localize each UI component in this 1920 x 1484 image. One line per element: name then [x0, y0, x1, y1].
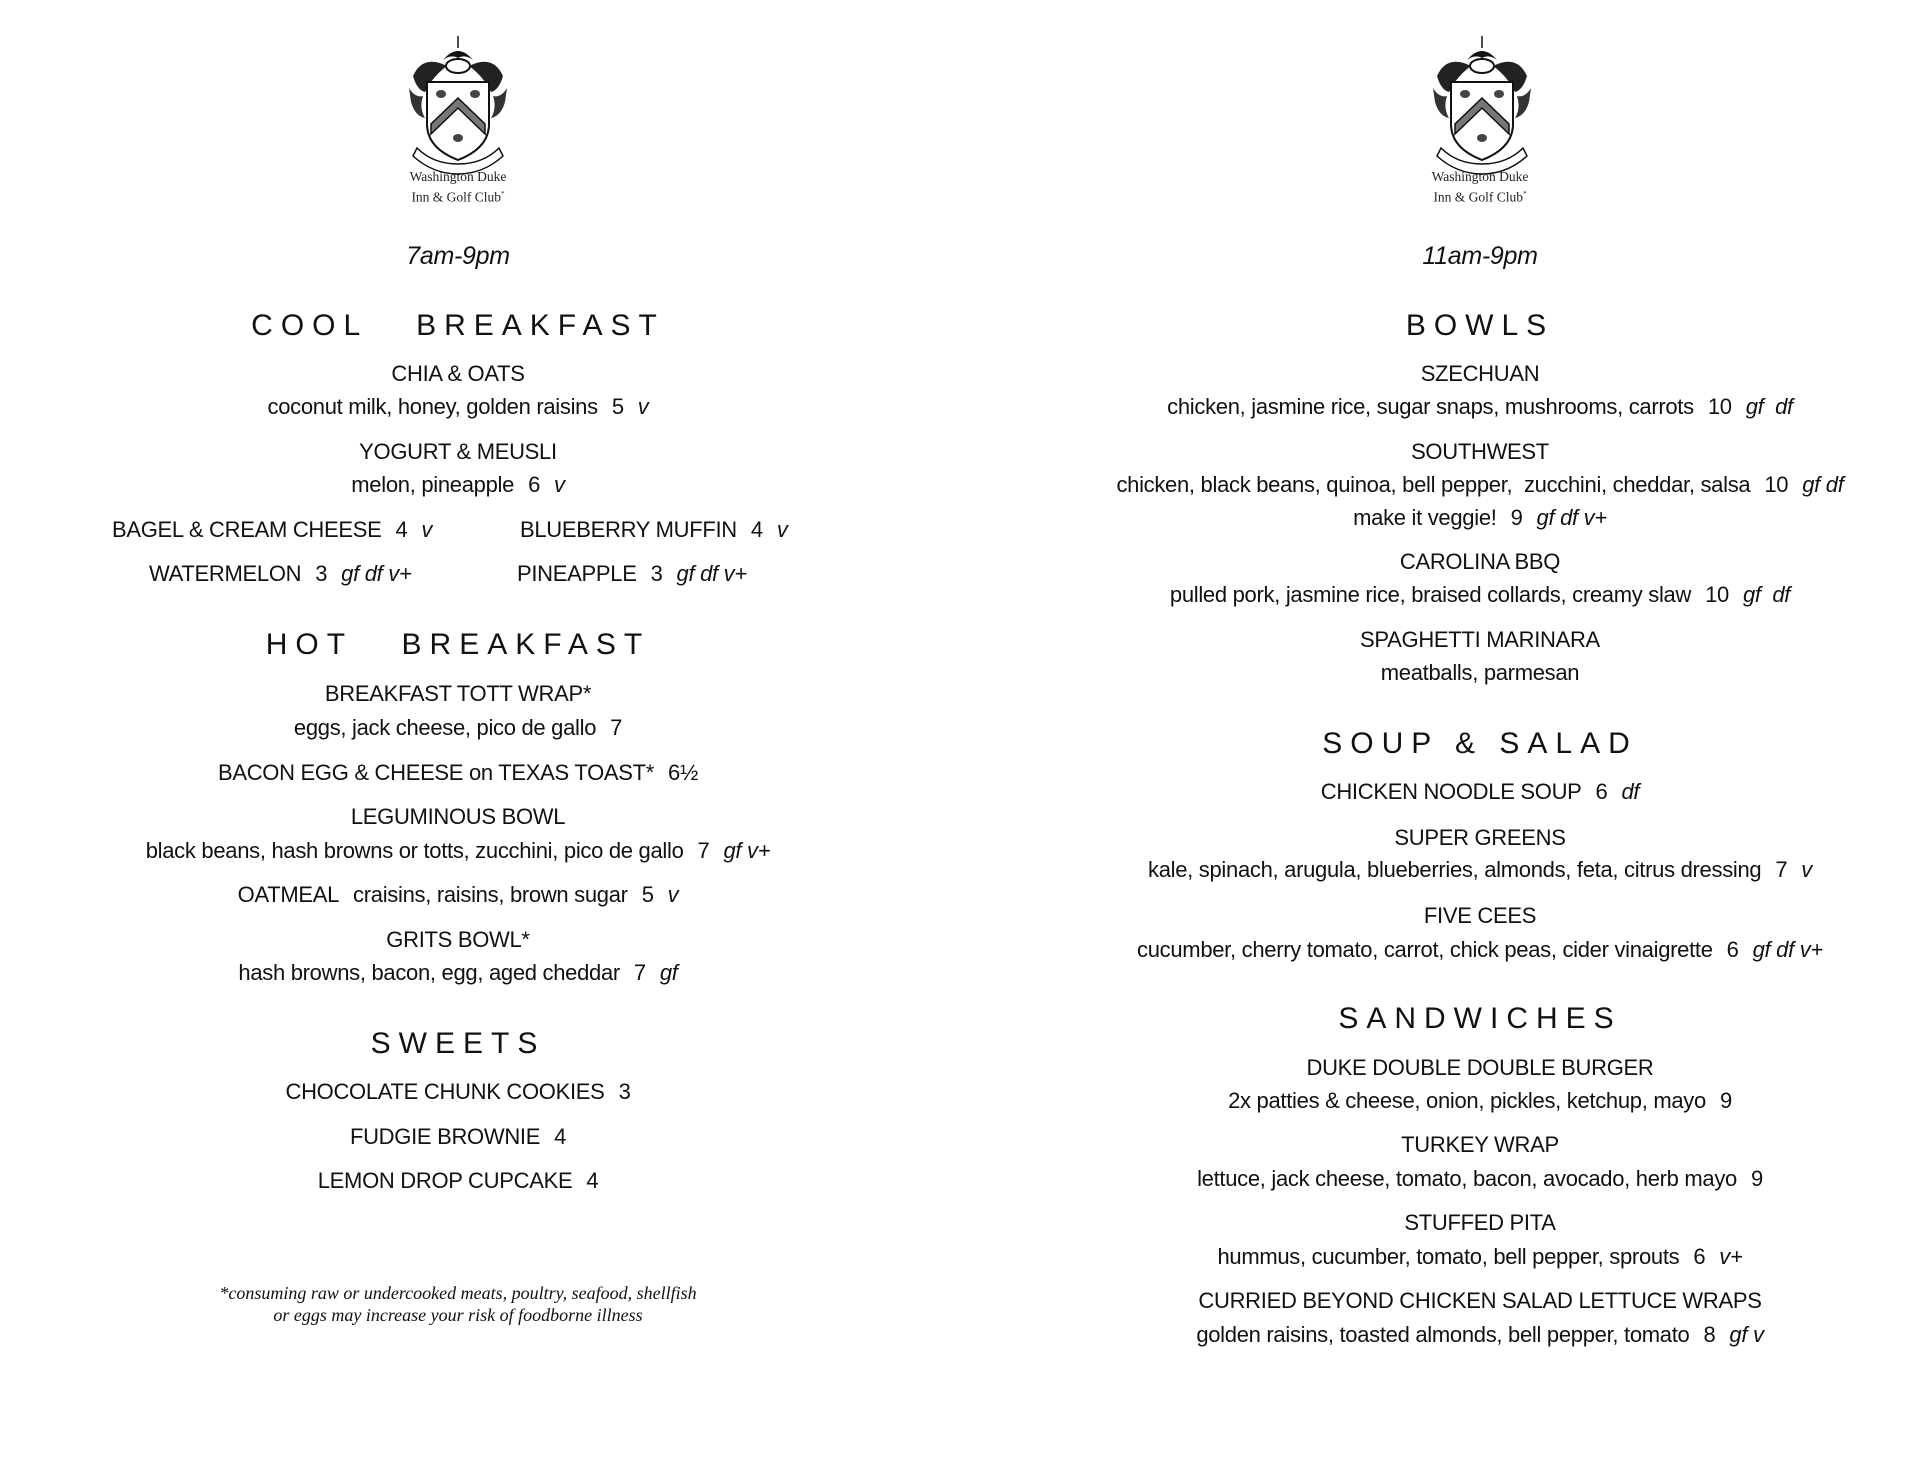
crest-icon — [1427, 36, 1537, 176]
section-title-soup-salad: SOUP & SALAD — [1322, 727, 1638, 760]
item-description: chicken, jasmine rice, sugar snaps, mushrooms, carrots 10 gf df — [1167, 394, 1793, 419]
item-description: kale, spinach, arugula, blueberries, almonds, feta, citrus dressing 7 v — [1148, 857, 1812, 882]
item-description: hash browns, bacon, egg, aged cheddar 7 gf — [238, 960, 678, 985]
item-name: SZECHUAN — [1420, 361, 1540, 386]
item-description: hummus, cucumber, tomato, bell pepper, sprouts 6 v+ — [1217, 1244, 1743, 1269]
item-name: STUFFED PITA — [1404, 1210, 1556, 1235]
item-name: SOUTHWEST — [1411, 439, 1549, 464]
logo-name-line1: Washington Duke — [409, 169, 507, 184]
logo-name-line2: Inn & Golf Club* — [411, 189, 505, 205]
item-oatmeal: OATMEAL craisins, raisins, brown sugar 5 v — [237, 882, 679, 907]
logo-name-line1: Washington Duke — [1431, 169, 1529, 184]
item-description: golden raisins, toasted almonds, bell pepper, tomato 8 gf v — [1196, 1322, 1764, 1347]
section-title-bowls: BOWLS — [1405, 309, 1555, 342]
item-name: CHOCOLATE CHUNK COOKIES 3 — [285, 1079, 631, 1104]
item-muffin: BLUEBERRY MUFFIN 4 v — [520, 517, 788, 542]
item-description: lettuce, jack cheese, tomato, bacon, avocado, herb mayo 9 — [1197, 1166, 1763, 1191]
section-title-cool-breakfast: COOL BREAKFAST — [251, 309, 665, 342]
item-description: cucumber, cherry tomato, carrot, chick peas, cider vinaigrette 6 gf df v+ — [1137, 937, 1823, 962]
item-name: LEMON DROP CUPCAKE 4 — [317, 1168, 599, 1193]
item-name: YOGURT & MEUSLI — [359, 439, 557, 464]
item-description: meatballs, parmesan — [1380, 660, 1580, 685]
disclaimer-line1: *consuming raw or undercooked meats, poultry, seafood, shellfish — [219, 1283, 697, 1303]
item-name: BREAKFAST TOTT WRAP* — [324, 681, 592, 706]
item-name: FIVE CEES — [1423, 903, 1537, 928]
item-pineapple: PINEAPPLE 3 gf df v+ — [517, 561, 747, 586]
section-title-hot-breakfast: HOT BREAKFAST — [265, 628, 651, 661]
item-option: make it veggie! 9 gf df v+ — [1353, 505, 1607, 530]
item-description: eggs, jack cheese, pico de gallo 7 — [293, 715, 623, 740]
item-name: SUPER GREENS — [1394, 825, 1566, 850]
item-name: DUKE DOUBLE DOUBLE BURGER — [1306, 1055, 1654, 1080]
item-name: TURKEY WRAP — [1401, 1132, 1559, 1157]
item-name: CAROLINA BBQ — [1399, 549, 1561, 574]
item-name: GRITS BOWL* — [386, 927, 530, 952]
disclaimer-line2: or eggs may increase your risk of foodborne illness — [273, 1305, 643, 1325]
crest-icon — [403, 36, 513, 176]
item-description: chicken, black beans, quinoa, bell pepper, zucchini, cheddar, salsa 10 gf df — [1116, 472, 1844, 497]
item-bagel: BAGEL & CREAM CHEESE 4 v — [112, 517, 433, 542]
item-description: melon, pineapple 6 v — [351, 472, 565, 497]
item-watermelon: WATERMELON 3 gf df v+ — [149, 561, 412, 586]
item-name: LEGUMINOUS BOWL — [350, 804, 566, 829]
logo — [403, 36, 513, 181]
item-description: 2x patties & cheese, onion, pickles, ketchup, mayo 9 — [1228, 1088, 1732, 1113]
section-title-sandwiches: SANDWICHES — [1338, 1002, 1622, 1035]
item-description: black beans, hash browns or totts, zucchini, pico de gallo 7 gf v+ — [145, 838, 771, 863]
item-name: CHICKEN NOODLE SOUP 6 df — [1320, 779, 1640, 804]
logo-name-line2: Inn & Golf Club* — [1433, 189, 1527, 205]
logo — [1427, 36, 1537, 181]
section-title-sweets: SWEETS — [370, 1027, 546, 1060]
item-name: FUDGIE BROWNIE 4 — [349, 1124, 567, 1149]
hours: 11am-9pm — [1422, 242, 1538, 270]
item-name: CHIA & OATS — [391, 361, 525, 386]
item-description: coconut milk, honey, golden raisins 5 v — [267, 394, 649, 419]
hours: 7am-9pm — [406, 242, 510, 270]
item-name: BACON EGG & CHEESE on TEXAS TOAST* 6½ — [217, 760, 699, 785]
item-name: SPAGHETTI MARINARA — [1360, 627, 1600, 652]
item-name: CURRIED BEYOND CHICKEN SALAD LETTUCE WRAPS — [1198, 1288, 1762, 1313]
item-description: pulled pork, jasmine rice, braised collards, creamy slaw 10 gf df — [1169, 582, 1791, 607]
